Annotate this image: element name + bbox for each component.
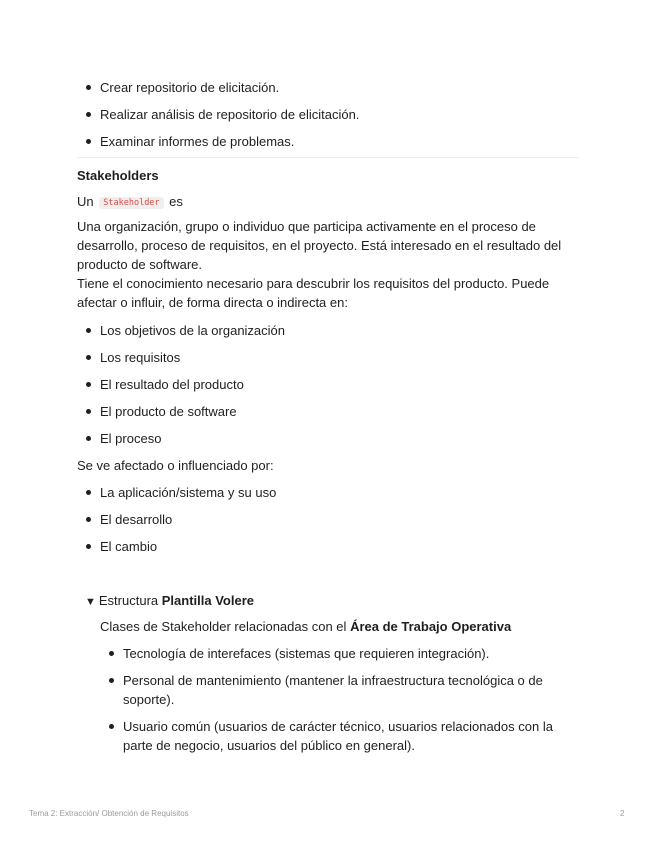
list-item: Examinar informes de problemas. [77, 132, 359, 151]
classes-prefix: Clases de Stakeholder relacionadas con el [100, 619, 347, 634]
list-item: Los objetivos de la organización [77, 321, 285, 340]
toggle-bold: Plantilla Volere [161, 593, 255, 608]
toggle-prefix: Estructura [98, 593, 159, 608]
triangle-down-icon[interactable]: ▼ [85, 596, 96, 608]
influences-list [77, 321, 285, 456]
intro-prefix: Un [77, 194, 94, 209]
section-heading: Stakeholders [77, 168, 159, 183]
activities-list [77, 78, 359, 159]
intro-line [77, 192, 183, 213]
definition-line-1: Una organización, grupo o individuo que participa activamente en el proceso de desarrollo, proceso de requisitos, en el proyecto. Está interesado en el resultado del producto de software. [77, 219, 562, 272]
definition-paragraph [77, 217, 582, 312]
classes-bold: Área de Trabajo Operativa [350, 619, 512, 634]
list-item: Los requisitos [77, 348, 285, 367]
divider [77, 157, 579, 158]
page-number: 2 [620, 809, 625, 818]
list-item: Tecnología de interefaces (sistemas que requieren integración). [100, 644, 580, 663]
list-item: Crear repositorio de elicitación. [77, 78, 359, 97]
volere-list [100, 644, 580, 763]
definition-line-2: Tiene el conocimiento necesario para descubrir los requisitos del producto. Puede afectar o influir, de forma directa o indirecta en: [77, 276, 550, 310]
affected-list [77, 483, 276, 564]
list-item: El producto de software [77, 402, 285, 421]
list-item: El desarrollo [77, 510, 276, 529]
footer-title: Tema 2: Extracción/ Obtención de Requisitos [29, 809, 189, 818]
intro-suffix: es [169, 194, 183, 209]
affected-label: Se ve afectado o influenciado por: [77, 458, 274, 473]
list-item: Usuario común (usuarios de carácter técnico, usuarios relacionados con la parte de negocio, usuarios del público en general). [100, 717, 580, 755]
toggle-volere[interactable] [85, 591, 254, 612]
list-item: Realizar análisis de repositorio de elicitación. [77, 105, 359, 124]
classes-line [100, 617, 511, 636]
inline-code: Stakeholder [99, 197, 163, 209]
list-item: Personal de mantenimiento (mantener la infraestructura tecnológica o de soporte). [100, 671, 580, 709]
list-item: El cambio [77, 537, 276, 556]
list-item: El proceso [77, 429, 285, 448]
list-item: La aplicación/sistema y su uso [77, 483, 276, 502]
list-item: El resultado del producto [77, 375, 285, 394]
